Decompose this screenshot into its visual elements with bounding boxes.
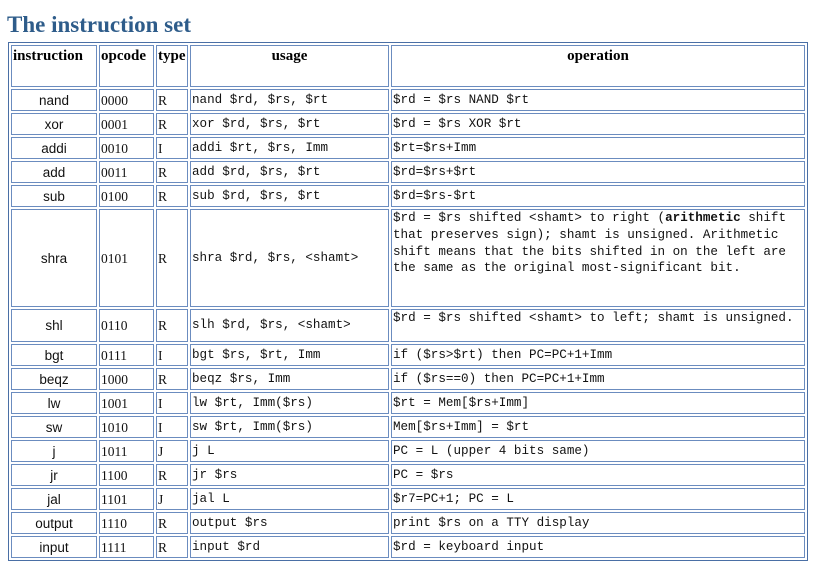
- cell-instruction: bgt: [11, 344, 97, 366]
- header-usage: usage: [190, 45, 389, 87]
- table-row: [11, 368, 805, 390]
- cell-type: J: [156, 440, 188, 462]
- cell-opcode: 1001: [99, 392, 154, 414]
- cell-usage: output $rs: [190, 512, 389, 534]
- header-operation: operation: [391, 45, 805, 87]
- header-type: type: [156, 45, 188, 87]
- cell-opcode: 0101: [99, 209, 154, 307]
- cell-usage: lw $rt, Imm($rs): [190, 392, 389, 414]
- cell-type: R: [156, 113, 188, 135]
- cell-type: J: [156, 488, 188, 510]
- cell-usage: j L: [190, 440, 389, 462]
- header-instruction: instruction: [11, 45, 97, 87]
- cell-instruction: shra: [11, 209, 97, 307]
- cell-type: R: [156, 185, 188, 207]
- table-row: [11, 185, 805, 207]
- cell-usage: nand $rd, $rs, $rt: [190, 89, 389, 111]
- table-header-row: [11, 45, 805, 87]
- cell-operation: if ($rs>$rt) then PC=PC+1+Imm: [391, 344, 805, 366]
- cell-type: R: [156, 512, 188, 534]
- cell-opcode: 0010: [99, 137, 154, 159]
- cell-instruction: jal: [11, 488, 97, 510]
- cell-instruction: addi: [11, 137, 97, 159]
- operation-bold-text: arithmetic: [665, 211, 741, 225]
- cell-opcode: 0011: [99, 161, 154, 183]
- table-row: [11, 137, 805, 159]
- cell-opcode: 0111: [99, 344, 154, 366]
- cell-opcode: 1110: [99, 512, 154, 534]
- cell-operation: $rd = $rs shifted <shamt> to left; shamt is unsigned.: [391, 309, 805, 342]
- cell-type: I: [156, 344, 188, 366]
- table-row: [11, 209, 805, 307]
- cell-type: R: [156, 161, 188, 183]
- table-row: [11, 536, 805, 558]
- cell-operation: $rd=$rs+$rt: [391, 161, 805, 183]
- cell-usage: jal L: [190, 488, 389, 510]
- cell-opcode: 1111: [99, 536, 154, 558]
- cell-usage: jr $rs: [190, 464, 389, 486]
- cell-operation: $rd=$rs-$rt: [391, 185, 805, 207]
- header-opcode: opcode: [99, 45, 154, 87]
- cell-usage: addi $rt, $rs, Imm: [190, 137, 389, 159]
- cell-opcode: 0000: [99, 89, 154, 111]
- cell-usage: slh $rd, $rs, <shamt>: [190, 309, 389, 342]
- table-row: [11, 416, 805, 438]
- cell-instruction: input: [11, 536, 97, 558]
- table-row: [11, 440, 805, 462]
- cell-type: R: [156, 209, 188, 307]
- cell-operation: $r7=PC+1; PC = L: [391, 488, 805, 510]
- cell-type: R: [156, 309, 188, 342]
- cell-opcode: 1010: [99, 416, 154, 438]
- cell-usage: beqz $rs, Imm: [190, 368, 389, 390]
- operation-text-rest: shift that preserves sign); shamt is unsigned. Arithmetic shift means that the bits shifted in on the left are the same as the original most-significant bit.: [393, 211, 787, 276]
- cell-instruction: output: [11, 512, 97, 534]
- cell-instruction: sw: [11, 416, 97, 438]
- operation-text: $rd = $rs shifted <shamt> to right (: [393, 211, 666, 225]
- cell-operation: $rt=$rs+Imm: [391, 137, 805, 159]
- cell-usage: input $rd: [190, 536, 389, 558]
- cell-instruction: shl: [11, 309, 97, 342]
- cell-opcode: 1100: [99, 464, 154, 486]
- cell-operation: print $rs on a TTY display: [391, 512, 805, 534]
- cell-operation: if ($rs==0) then PC=PC+1+Imm: [391, 368, 805, 390]
- table-row: [11, 488, 805, 510]
- table-row: [11, 344, 805, 366]
- cell-opcode: 0001: [99, 113, 154, 135]
- cell-type: R: [156, 464, 188, 486]
- cell-instruction: jr: [11, 464, 97, 486]
- cell-usage: bgt $rs, $rt, Imm: [190, 344, 389, 366]
- table-row: [11, 309, 805, 342]
- cell-opcode: 1101: [99, 488, 154, 510]
- cell-opcode: 1000: [99, 368, 154, 390]
- instruction-table: [8, 42, 808, 561]
- table-row: [11, 512, 805, 534]
- cell-usage: xor $rd, $rs, $rt: [190, 113, 389, 135]
- cell-opcode: 0100: [99, 185, 154, 207]
- cell-usage: sub $rd, $rs, $rt: [190, 185, 389, 207]
- cell-type: R: [156, 89, 188, 111]
- cell-instruction: nand: [11, 89, 97, 111]
- cell-operation: $rd = keyboard input: [391, 536, 805, 558]
- cell-instruction: xor: [11, 113, 97, 135]
- cell-usage: add $rd, $rs, $rt: [190, 161, 389, 183]
- table-body: [11, 89, 805, 558]
- cell-type: R: [156, 368, 188, 390]
- table-row: [11, 161, 805, 183]
- cell-type: I: [156, 137, 188, 159]
- cell-type: I: [156, 416, 188, 438]
- table-row: [11, 464, 805, 486]
- table-row: [11, 113, 805, 135]
- cell-instruction: sub: [11, 185, 97, 207]
- cell-usage: shra $rd, $rs, <shamt>: [190, 209, 389, 307]
- page-title: The instruction set: [7, 12, 191, 37]
- table-row: [11, 392, 805, 414]
- cell-operation: PC = $rs: [391, 464, 805, 486]
- cell-operation: $rd = $rs XOR $rt: [391, 113, 805, 135]
- cell-type: I: [156, 392, 188, 414]
- table-row: [11, 89, 805, 111]
- cell-operation: PC = L (upper 4 bits same): [391, 440, 805, 462]
- cell-instruction: j: [11, 440, 97, 462]
- cell-instruction: add: [11, 161, 97, 183]
- cell-opcode: 0110: [99, 309, 154, 342]
- cell-opcode: 1011: [99, 440, 154, 462]
- cell-operation: [391, 209, 805, 307]
- cell-instruction: beqz: [11, 368, 97, 390]
- cell-instruction: lw: [11, 392, 97, 414]
- cell-operation: $rt = Mem[$rs+Imm]: [391, 392, 805, 414]
- cell-usage: sw $rt, Imm($rs): [190, 416, 389, 438]
- cell-operation: Mem[$rs+Imm] = $rt: [391, 416, 805, 438]
- cell-type: R: [156, 536, 188, 558]
- cell-operation: $rd = $rs NAND $rt: [391, 89, 805, 111]
